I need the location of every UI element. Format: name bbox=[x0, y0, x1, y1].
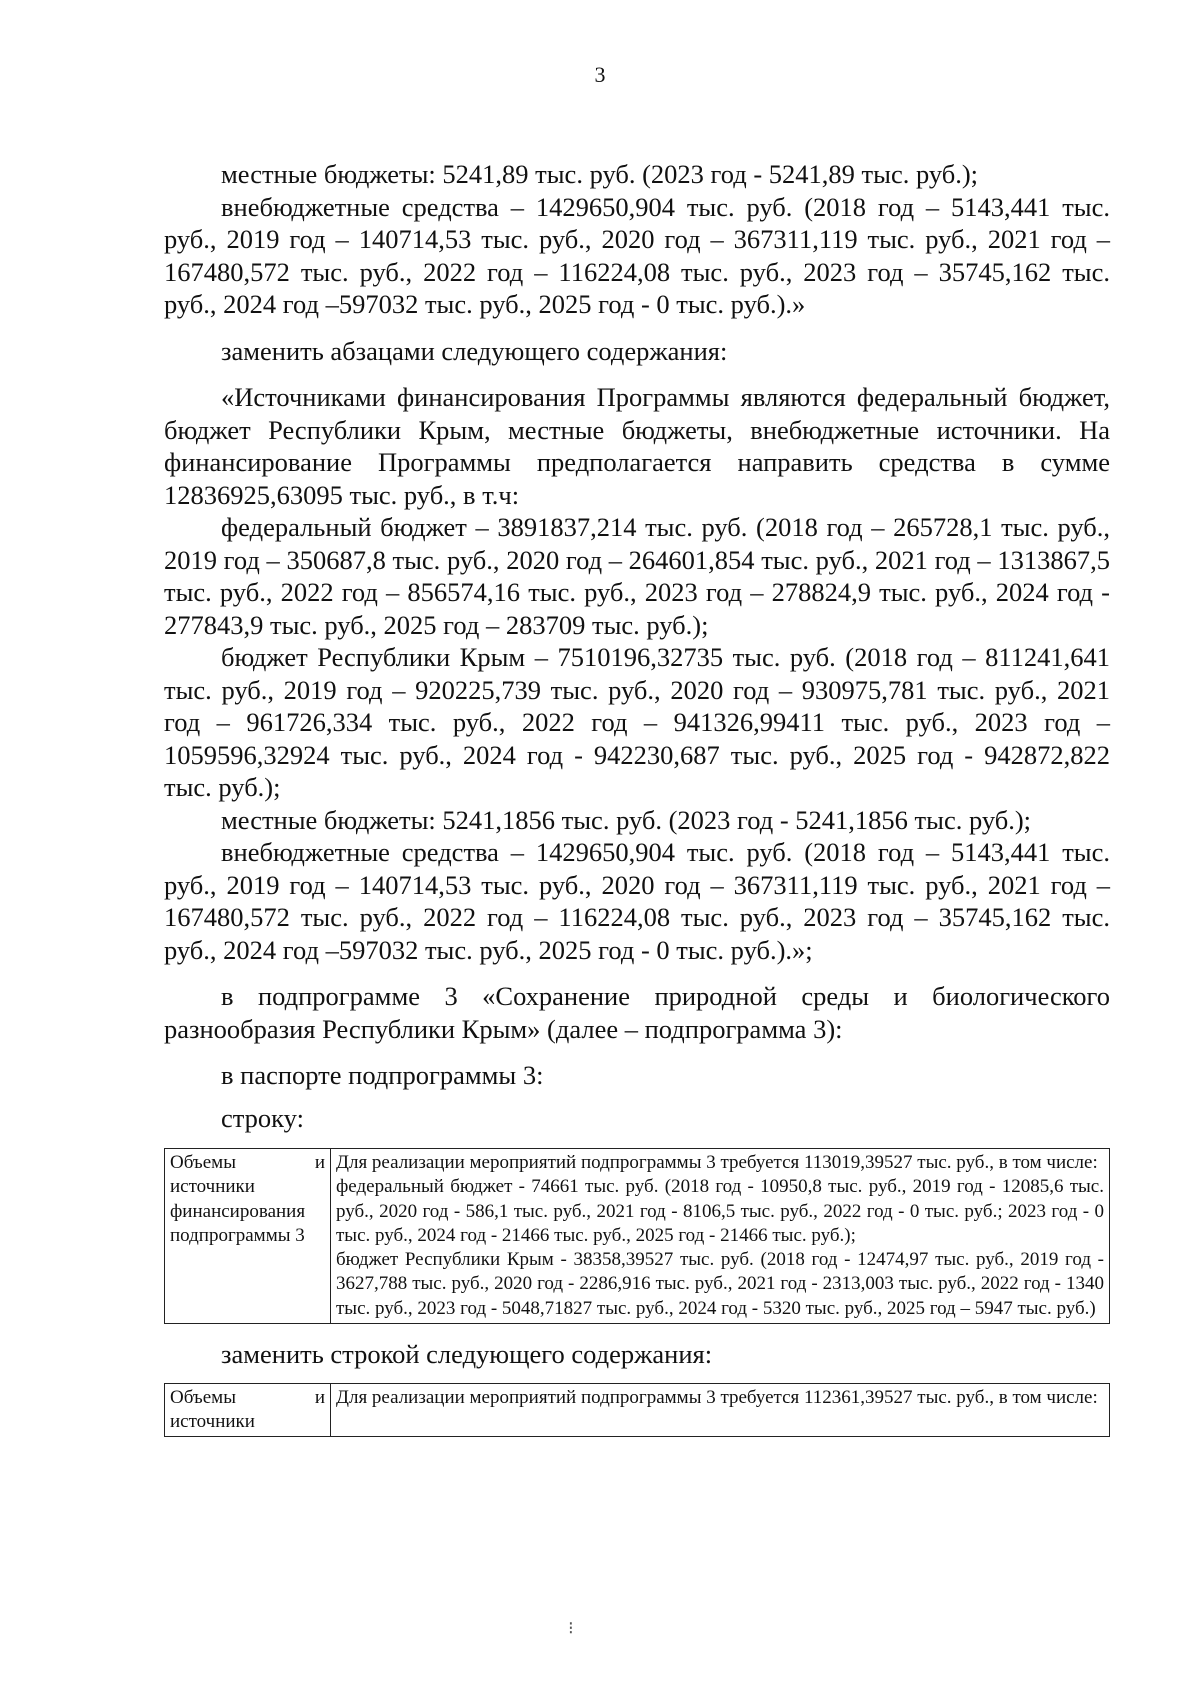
paragraph-federal-budget: федеральный бюджет – 3891837,214 тыс. руб. (2018 год – 265728,1 тыс. руб., 2019 год – 350687,8 тыс. руб., 2020 год – 264601,854 тыс. руб., 2021 год – 1313867,5 тыс. руб., 2022 год – 856574,16 тыс. руб., 2023 год – 278824,9 тыс. руб., 2024 год - 277843,9 тыс. руб., 2025 год – 283709 тыс. руб.); bbox=[164, 512, 1110, 640]
table-row bbox=[165, 1149, 1110, 1324]
paragraph-subprogram-3: в подпрограмме 3 «Сохранение природной среды и биологического разнообразия Республики Крым» (далее – подпрограмма 3): bbox=[164, 981, 1110, 1044]
paragraph-local-budgets-old: местные бюджеты: 5241,89 тыс. руб. (2023 год - 5241,89 тыс. руб.); bbox=[221, 159, 979, 189]
table-cell-intro: Для реализации мероприятий подпрограммы 3 требуется 112361,39527 тыс. руб., в том числе: bbox=[336, 1386, 1098, 1408]
passport-label: в паспорте подпрограммы 3: bbox=[221, 1060, 544, 1090]
table-cell-label: Объемы и источники bbox=[165, 1383, 331, 1437]
page-number: 3 bbox=[594, 62, 606, 87]
table-cell-content bbox=[331, 1383, 1110, 1437]
paragraph-crimea-budget: бюджет Республики Крым – 7510196,32735 тыс. руб. (2018 год – 811241,641 тыс. руб., 2019 год – 920225,739 тыс. руб., 2020 год – 930975,781 тыс. руб., 2021 год – 961726,334 тыс. руб., 2022 год – 941326,99411 тыс. руб., 2023 год – 1059596,32924 тыс. руб., 2024 год - 942230,687 тыс. руб., 2025 год - 942872,822 тыс. руб.); bbox=[164, 642, 1110, 802]
paragraph-extrabudgetary-new: внебюджетные средства – 1429650,904 тыс. руб. (2018 год – 5143,441 тыс. руб., 2019 год – 140714,53 тыс. руб., 2020 год – 367311,119 тыс. руб., 2021 год – 167480,572 тыс. руб., 2022 год – 116224,08 тыс. руб., 2023 год – 35745,162 тыс. руб., 2024 год –597032 тыс. руб., 2025 год - 0 тыс. руб.).»; bbox=[164, 837, 1110, 965]
document-body bbox=[164, 158, 1110, 1437]
replace-row-label: заменить строкой следующего содержания: bbox=[221, 1339, 713, 1370]
table-cell-crimea: бюджет Республики Крым - 38358,39527 тыс. руб. (2018 год - 12474,97 тыс. руб., 2019 год - 3627,788 тыс. руб., 2020 год - 2286,916 тыс. руб., 2021 год - 2313,003 тыс. руб., 2022 год - 1340 тыс. руб., 2023 год - 5048,71827 тыс. руб., 2024 год - 5320 тыс. руб., 2025 год – 5947 тыс. руб.) bbox=[336, 1249, 1104, 1319]
scan-artifact-mark: ⁝ bbox=[568, 1618, 574, 1638]
paragraph-local-budgets-new: местные бюджеты: 5241,1856 тыс. руб. (2023 год - 5241,1856 тыс. руб.); bbox=[221, 804, 1032, 835]
table-cell-content bbox=[331, 1149, 1110, 1324]
paragraph-extrabudgetary-old: внебюджетные средства – 1429650,904 тыс. руб. (2018 год – 5143,441 тыс. руб., 2019 год – 140714,53 тыс. руб., 2020 год – 367311,119 тыс. руб., 2021 год – 167480,572 тыс. руб., 2022 год – 116224,08 тыс. руб., 2023 год – 35745,162 тыс. руб., 2024 год –597032 тыс. руб., 2025 год - 0 тыс. руб.).» bbox=[164, 191, 1110, 319]
financing-table-old bbox=[164, 1148, 1110, 1324]
table-cell-federal: федеральный бюджет - 74661 тыс. руб. (2018 год - 10950,8 тыс. руб., 2019 год - 12085,6 тыс. руб., 2020 год - 586,1 тыс. руб., 2021 год - 8106,5 тыс. руб., 2022 год - 0 тыс. руб.; 2023 год - 0 тыс. руб., 2024 год - 21466 тыс. руб., 2025 год - 21466 тыс. руб.); bbox=[336, 1176, 1104, 1246]
financing-table-new bbox=[164, 1383, 1110, 1438]
table-row bbox=[165, 1383, 1110, 1437]
row-label: строку: bbox=[221, 1102, 304, 1133]
table-cell-intro: Для реализации мероприятий подпрограммы 3 требуется 113019,39527 тыс. руб., в том числе: bbox=[336, 1152, 1098, 1173]
replace-paragraphs-label: заменить абзацами следующего содержания: bbox=[221, 335, 728, 366]
table-cell-label: Объемы и источники финансирования подпрограммы 3 bbox=[165, 1149, 331, 1324]
paragraph-sources-intro: «Источниками финансирования Программы являются федеральный бюджет, бюджет Республики Крым, местные бюджеты, внебюджетные источники. На финансирование Программы предполагается направить средства в сумме 12836925,63095 тыс. руб., в т.ч: bbox=[164, 382, 1110, 510]
